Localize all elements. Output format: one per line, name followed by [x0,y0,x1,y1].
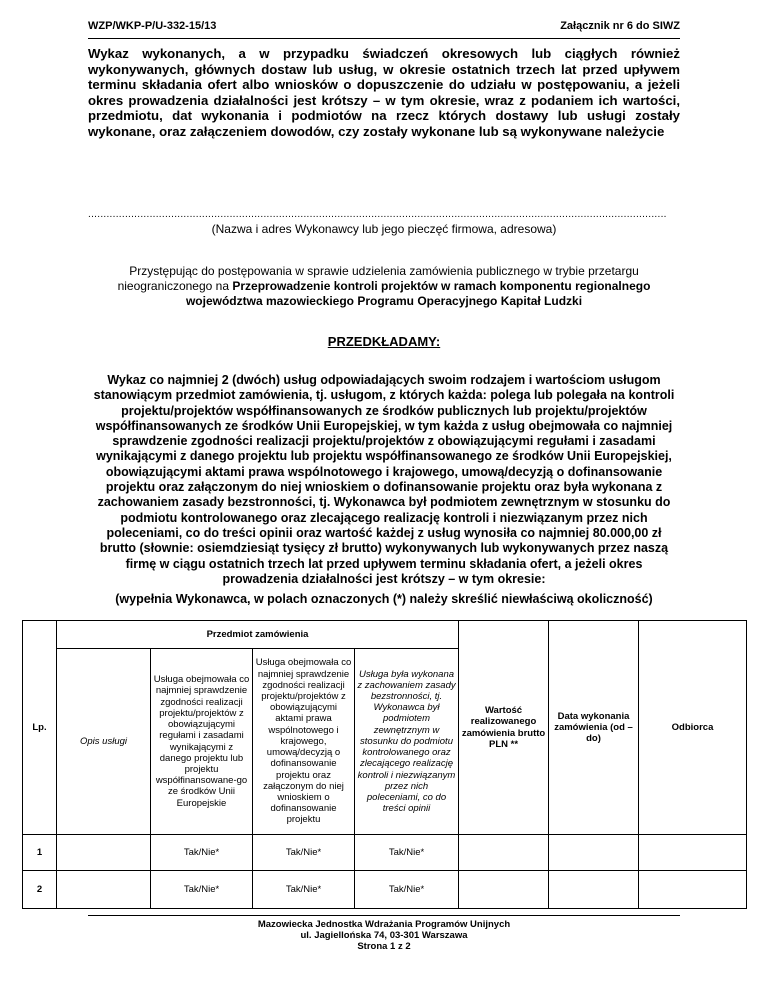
services-table [22,620,747,909]
page-header [88,20,680,39]
description-cell [57,835,151,871]
contractor-dotted-line: ............................................................................................................................................................................................ [88,209,667,220]
value-cell [459,871,549,909]
fill-instruction: (wypełnia Wykonawca, w polach oznaczonych (*) należy skreślić niewłaściwą okoliczność) [115,592,653,606]
description-cell [57,871,151,909]
criterion-c-cell: Tak/Nie* [355,835,459,871]
value-header: Wartość realizowanego zamówienia brutto PLN ** [459,621,549,835]
annex-label: Załącznik nr 6 do SIWZ [560,20,680,32]
value-cell [459,835,549,871]
criterion-b-header: Usługa obejmowała co najmniej sprawdzenie zgodności realizacji projektu/projektów z obowiązującymi aktami prawa wspólnotowego i krajowego, umową/decyzją o dofinansowanie projektu oraz załączonym do niej wnioskiem o dofinansowanie projektu [253,649,355,835]
date-cell [549,835,639,871]
contractor-caption: (Nazwa i adres Wykonawcy lub jego pieczęć firmowa, adresowa) [211,222,557,236]
table-row [23,871,747,909]
criterion-c-cell: Tak/Nie* [355,871,459,909]
document-title: Wykaz wykonanych, a w przypadku świadczeń okresowych lub ciągłych również wykonywanych, głównych dostaw lub usług, w okresie ostatnich trzech lat przed upływem terminu składania ofert albo wniosków o dopuszczenie do udziału w postępowaniu, a jeżeli okres prowadzenia działalności jest krótszy – w tym okresie, wraz z podaniem ich wartości, przedmiotu, dat wykonania i podmiotów na rzecz których dostawy lub usługi zostały wykonane, oraz załączeniem dowodów, czy zostały wykonane lub są wykonywane należycie [88,46,680,139]
intro-subject: Przeprowadzenie kontroli projektów w ramach komponentu regionalnego województwa mazowieckiego Programu Operacyjnego Kapitał Ludzki [185,279,651,308]
intro-text: Przystępując do postępowania w sprawie udzielenia zamówienia publicznego w trybie przetargu nieograniczonego na [117,264,639,293]
lp-header: Lp. [23,621,57,835]
recipient-cell [639,835,747,871]
criterion-a-cell: Tak/Nie* [151,835,253,871]
criterion-c-header: Usługa była wykonana z zachowaniem zasady bezstronności, tj. Wykonawca był podmiotem zewnętrznym w stosunku do podmiotu kontrolowanego oraz zlecającego realizację kontroli i niezwiązanym przez nich poleceniami, co do treści opinii [355,649,459,835]
requirements-paragraph: Wykaz co najmniej 2 (dwóch) usług odpowiadających swoim rodzajem i wartościom usługom stanowiącym przedmiot zamówienia, tj. usługom, z których każda: polega lub polegała na kontroli projektu/projektów współfinansowanych ze środków publicznych lub projektu/projektów współfinansowanych ze środków Unii Europejskiej, w tym każda z usług obejmowała co najmniej sprawdzenie zgodności realizacji projektu/projektów z obowiązującymi regułami i zasadami wynikającymi z danego projektu lub projektu współfinansowanego ze środków Unii Europejskiej, obowiązującymi aktami prawa wspólnotowego i krajowego, umową/decyzją o dofinansowanie projektu oraz załączonym do niej wnioskiem o dofinansowanie projektu oraz była wykonana z zachowaniem zasady bezstronności, tj. Wykonawca był podmiotem zewnętrznym w stosunku do podmiotu kontrolowanego oraz zlecającego realizację kontroli i niezwiązanym przez nich poleceniami, co do treści opinii oraz wartość każdej z usług wynosiła co najmniej 80.000,00 zł brutto (słownie: osiemdziesiąt tysięcy zł brutto) wykonywanych lub wykonywanych przez naszą firmę w ciągu ostatnich trzech lat przed upływem terminu składania ofert, a jeżeli okres prowadzenia działalności jest krótszy – w tym okresie: [93,373,675,586]
row-number: 1 [23,835,57,871]
row-number: 2 [23,871,57,909]
submit-heading: PRZEDKŁADAMY: [327,334,441,349]
recipient-cell [639,871,747,909]
footer-address: ul. Jagiellońska 74, 03-301 Warszawa [300,930,468,941]
criterion-b-cell: Tak/Nie* [253,871,355,909]
criterion-b-cell: Tak/Nie* [253,835,355,871]
reference-number: WZP/WKP-P/U-332-15/13 [88,20,217,32]
criterion-a-header: Usługa obejmowała co najmniej sprawdzenie zgodności realizacji projektu/projektów z obowiązującymi regułami i zasadami wynikającymi z danego projektu lub projektu współfinansowane-go ze środków Unii Europejskie [151,649,253,835]
page-number: Strona 1 z 2 [357,941,411,952]
recipient-header: Odbiorca [639,621,747,835]
criterion-a-cell: Tak/Nie* [151,871,253,909]
footer-org: Mazowiecka Jednostka Wdrażania Programów Unijnych [257,919,511,930]
page-footer [88,915,680,952]
date-header: Data wykonania zamówienia (od – do) [549,621,639,835]
date-cell [549,871,639,909]
subject-group-header: Przedmiot zamówienia [57,621,459,649]
intro-paragraph [88,264,680,309]
table-row [23,835,747,871]
description-header: Opis usługi [57,649,151,835]
